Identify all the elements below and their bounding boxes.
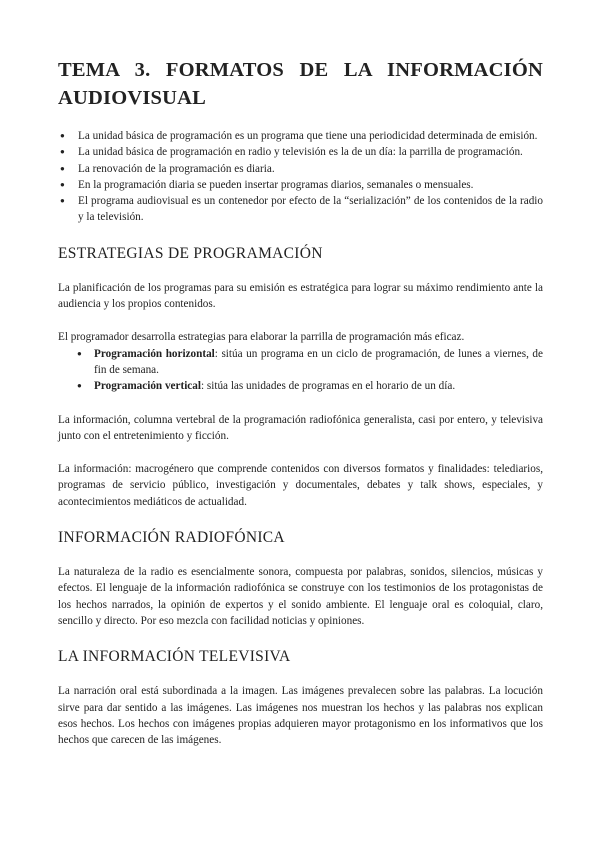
strategy-term: Programación horizontal xyxy=(94,347,215,360)
list-item: ● La unidad básica de programación en radio y televisión es la de un día: la parrilla de programación. xyxy=(58,144,543,160)
list-item xyxy=(58,378,543,394)
list-item: ● El programa audiovisual es un contenedor por efecto de la “serialización” de los contenidos de la radio y la televisión. xyxy=(58,193,543,226)
paragraph: La planificación de los programas para su emisión es estratégica para lograr su máximo rendimiento ante la audiencia y los propios contenidos. xyxy=(58,281,543,311)
paragraph: La información, columna vertebral de la programación radiofónica generalista, casi por entero, y televisiva junto con el entretenimiento y ficción. xyxy=(58,413,543,442)
intro-bullet-list xyxy=(58,128,543,226)
paragraph: La información: macrogénero que comprende contenidos con diversos formatos y finalidades: telediarios, programas de servicio público, investigación y documentales, debates y talk shows, especiales, y acontecimientos mediáticos de actualidad. xyxy=(58,463,543,508)
paragraph: La narración oral está subordinada a la imagen. Las imágenes prevalecen sobre las palabras. La locución sirve para dar sentido a las imágenes. Las imágenes nos muestran los hechos y las palabras nos explican esos hechos. Los hechos con imágenes propias adquieren mayor protagonismo en los informativos que los hechos que carecen de las imágenes. xyxy=(58,685,543,747)
paragraph: La naturaleza de la radio es esencialmente sonora, compuesta por palabras, sonidos, silencios, músicas y efectos. El lenguaje de la información radiofónica se construye con los testimonios de los protagonistas de los hechos narrados, la opinión de expertos y el sonido ambiente. El lenguaje oral es coloquial, claro, sencillo y directo. Por eso mezcla con facilidad noticias y opiniones. xyxy=(58,566,543,627)
list-item: ● La renovación de la programación es diaria. xyxy=(58,161,543,177)
list-item: ● En la programación diaria se pueden insertar programas diarios, semanales o mensuales. xyxy=(58,177,543,193)
strategy-list xyxy=(58,346,543,395)
page-title: TEMA 3. FORMATOS DE LA INFORMACIÓN AUDIOVISUAL xyxy=(58,59,543,109)
strategy-text: : sitúa las unidades de programas en el horario de un día. xyxy=(200,380,456,393)
strategy-term: Programación vertical xyxy=(94,380,201,393)
list-item xyxy=(58,346,543,379)
section-heading-televisiva: LA INFORMACIÓN TELEVISIVA xyxy=(58,648,291,666)
strategy-text: : sitúa un programa en un ciclo de programación, de lunes a viernes, de fin de semana. xyxy=(94,347,543,376)
paragraph: El programador desarrolla estrategias para elaborar la parrilla de programación más eficaz. xyxy=(58,331,465,344)
section-heading-radiofonica: INFORMACIÓN RADIOFÓNICA xyxy=(58,529,285,547)
section-heading-estrategias: ESTRATEGIAS DE PROGRAMACIÓN xyxy=(58,244,323,262)
list-item: ● La unidad básica de programación es un programa que tiene una periodicidad determinada de emisión. xyxy=(58,128,543,144)
